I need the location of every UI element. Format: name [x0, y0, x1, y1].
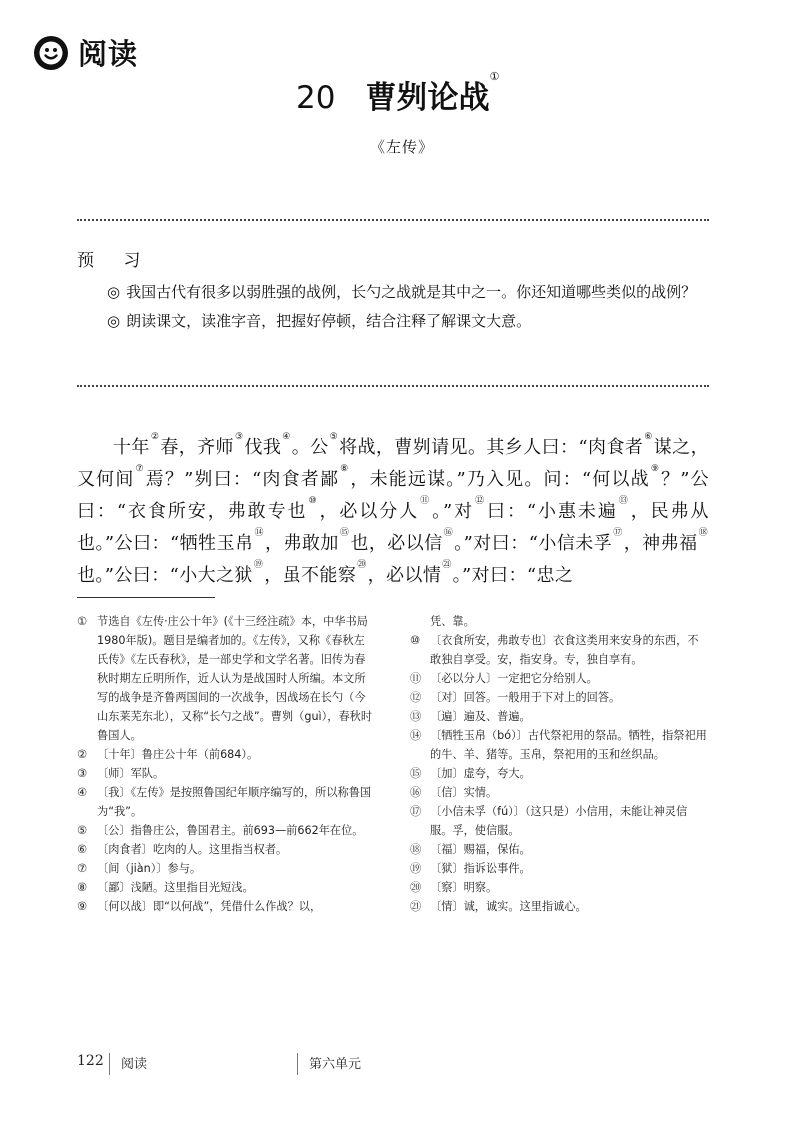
page-number: 122	[77, 1053, 104, 1069]
footnote: ⑦ 〔间（jiàn）〕参与。	[77, 862, 202, 875]
footnote-ref[interactable]: ⑮	[339, 528, 350, 538]
footer-section: 阅读	[121, 1057, 148, 1072]
footnote-ref[interactable]: ⑳	[357, 560, 367, 570]
main-paragraph: 十年②春，齐师③伐我④。公⑤将战，曹刿请见。其乡人曰：“肉食者⑥谋之，又何间⑦焉？”刿曰：“肉食者鄙⑧，未能远谋。”乃入见。问：“何以战⑨？”公曰：“衣食所安，弗敢专也⑩，必以分人⑪。”对⑫曰：“小惠未遍⑬，民弗从也。”公曰：“牺牲玉帛⑭，弗敢加⑮也，必以信⑯。”对曰：“小信未孚⑰，神弗福⑱也。”公曰：“小大之狱⑲，虽不能察⑳，必以情$^㉑$。”对曰：“忠之	[77, 432, 710, 586]
footnote-ref[interactable]: ⑨	[650, 464, 661, 474]
footnotes-right-column	[410, 612, 709, 916]
lesson-title	[296, 72, 499, 117]
footer-divider	[297, 1053, 298, 1075]
footnote: ⑩ 〔衣食所安，弗敢专也〕衣食这类用来安身的东西，不敢独自享受。安，指安身。专，独自享有。	[410, 634, 699, 666]
footnote: ⑧ 〔鄙〕浅陋。这里指目光短浅。	[77, 881, 254, 894]
footnote: ③ 〔师〕军队。	[77, 767, 165, 780]
footnote-ref[interactable]: ⑭	[254, 528, 265, 538]
lesson-title-text: 曹刿论战	[365, 80, 490, 116]
divider-top	[77, 219, 709, 221]
bullet-icon: ◎	[107, 312, 121, 330]
footnote-ref[interactable]: ⑱	[698, 528, 708, 538]
footnote-ref[interactable]: ⑤	[329, 432, 339, 442]
preview-item	[77, 307, 709, 336]
preview-heading: 预 习	[77, 251, 153, 271]
footnote-ref[interactable]: ⑧	[340, 464, 350, 474]
footer-unit: 第六单元	[309, 1057, 362, 1072]
lesson-source: 《左传》	[370, 138, 435, 156]
title-footnote-mark: ①	[489, 70, 500, 83]
bullet-icon: ◎	[107, 283, 121, 301]
footnote: ⑮ 〔加〕虚夸，夸大。	[410, 767, 531, 780]
divider-bottom	[77, 385, 709, 387]
footnote-ref[interactable]: ㉑	[442, 560, 452, 570]
preview-item-text: 朗读课文，读准字音，把握好停顿，结合注释了解课文大意。	[126, 312, 532, 330]
footnote: ⑫ 〔对〕回答。一般用于下对上的回答。	[410, 691, 621, 704]
footnote-ref[interactable]: ②	[150, 432, 160, 442]
footnotes-left-column	[77, 612, 374, 916]
footer-divider	[109, 1053, 110, 1075]
footnote-ref[interactable]: ⑥	[644, 432, 653, 442]
section-header	[33, 32, 138, 73]
footnote-ref[interactable]: ⑩	[308, 496, 319, 506]
footnote: ⑯ 〔信〕实情。	[410, 786, 498, 799]
preview-item-text: 我国古代有很多以弱胜强的战例，长勺之战就是其中之一。你还知道哪些类似的战例？	[126, 283, 697, 301]
footnote: ⑳ 〔察〕明察。	[410, 881, 498, 894]
footnote: ⑪ 〔必以分人〕一定把它分给别人。	[410, 672, 598, 685]
footnote: ⑬ 〔遍〕遍及、普遍。	[410, 710, 531, 723]
lesson-number: 20	[296, 80, 336, 116]
footnote: ㉑ 〔情〕诚，诚实。这里指诚心。	[410, 900, 587, 913]
footnote-ref[interactable]: ⑪	[420, 496, 432, 506]
footnote-ref[interactable]: ⑫	[475, 496, 487, 506]
main-text	[77, 430, 709, 590]
footnote-continuation: 凭、靠。	[430, 615, 475, 628]
footnote-rule	[77, 597, 215, 598]
footnote-ref[interactable]: ⑦	[135, 464, 145, 474]
footnote-ref[interactable]: ⑯	[443, 528, 454, 538]
footnote: ② 〔十年〕鲁庄公十年（前684）。	[77, 748, 259, 761]
footnote: ⑱ 〔福〕赐福，保佑。	[410, 843, 531, 856]
footnote: ④ 〔我〕《左传》是按照鲁国纪年顺序编写的，所以称鲁国为“我”。	[77, 786, 372, 818]
footnote: ⑰ 〔小信未孚（fú）〕（这只是）小信用，未能让神灵信服。孚，使信服。	[410, 805, 688, 837]
footnote: ⑥ 〔肉食者〕吃肉的人。这里指当权者。	[77, 843, 288, 856]
footnote: ⑲ 〔狱〕指诉讼事件。	[410, 862, 531, 875]
footnote-ref[interactable]: ④	[282, 432, 291, 442]
footnote-ref[interactable]: ⑰	[613, 528, 623, 538]
footnote-ref[interactable]: ⑲	[253, 560, 264, 570]
preview-section	[77, 278, 709, 336]
smiley-face-icon	[33, 35, 69, 71]
footnote-ref[interactable]: ③	[234, 432, 244, 442]
footnote: ⑭ 〔牺牲玉帛（bó）〕古代祭祀用的祭品。牺牲，指祭祀用的牛、羊、猪等。玉帛，祭祀用的玉和丝织品。	[410, 729, 707, 761]
footnote: ⑤ 〔公〕指鲁庄公，鲁国君主。前693—前662年在位。	[77, 824, 364, 837]
footnote: ⑨ 〔何以战〕即“以何战”，凭借什么作战？以，	[77, 900, 322, 913]
footnote-ref[interactable]: ⑬	[618, 496, 630, 506]
section-title: 阅读	[78, 37, 139, 71]
footnote: ① 节选自《左传·庄公十年》(《十三经注疏》本，中华书局1980年版)。题目是编者加的。《左传》，又称《春秋左氏传》《左氏春秋》，是一部史学和文学名著。旧传为春秋时期左丘明所作，近人认为是战国时人所编。本文所写的战争是齐鲁两国间的一次战争，因战场在长勺（今山东莱芜东北），又称“长勺之战”。曹刿（guì），春秋时鲁国人。	[77, 615, 373, 742]
preview-item	[77, 278, 709, 307]
